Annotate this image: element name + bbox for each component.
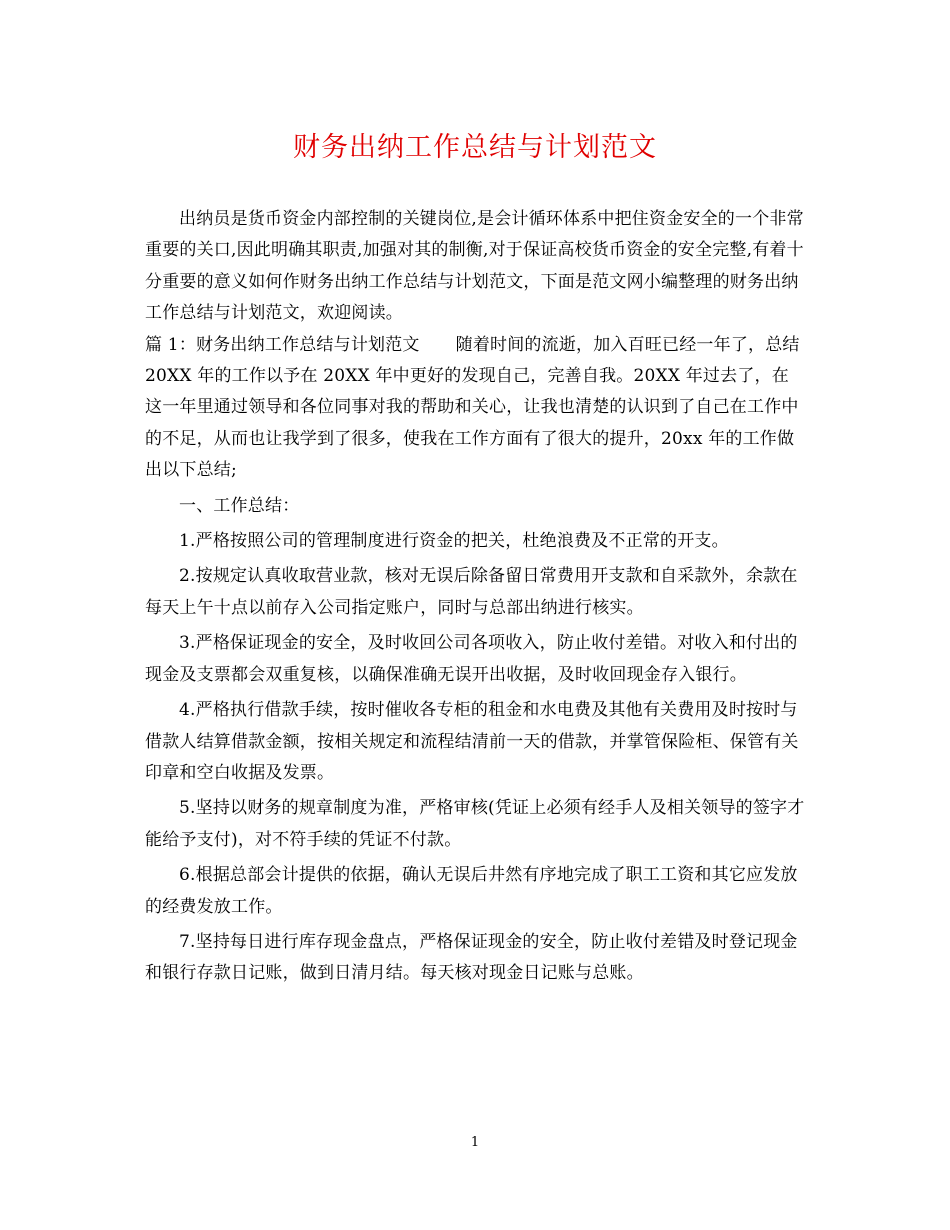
page-number: 1 (470, 1135, 480, 1150)
list-item-6: 6.根据总部会计提供的依据，确认无误后井然有序地完成了职工工资和其它应发放的经费发放工作。 (145, 865, 798, 917)
part-heading: 篇 1：财务出纳工作总结与计划范文 (145, 334, 420, 355)
list-item-5: 5.坚持以财务的规章制度为准，严格审核(凭证上必须有经手人及相关领导的签字才能给予支付)，对不符手续的凭证不付款。 (145, 798, 805, 850)
intro-paragraph: 出纳员是货币资金内部控制的关键岗位,是会计循环体系中把住资金安全的一个非常重要的关口,因此明确其职责,加强对其的制衡,对于保证高校货币资金的安全完整,有着十分重要的意义如何作财务出纳工作总结与计划范文，下面是范文网小编整理的财务出纳工作总结与计划范文，欢迎阅读。 (145, 209, 804, 324)
part-paragraph (145, 330, 805, 487)
list-item-7: 7.坚持每日进行库存现金盘点，严格保证现金的安全，防止收付差错及时登记现金和银行存款日记账，做到日清月结。每天核对现金日记账与总账。 (145, 931, 798, 984)
list-item-4: 4.严格执行借款手续，按时催收各专柜的租金和水电费及其他有关费用及时按时与借款人结算借款金额，按相关规定和流程结清前一天的借款，并掌管保险柜、保管有关印章和空白收据及发票。 (145, 700, 799, 783)
part-opening-text: 随着时间的流逝，加入百旺已经一年了，总结 20XX 年的工作以予在 20XX 年中更好的发现自己，完善自我。20XX 年过去了，在这一年里通过领导和各位同事对我的帮助和关心，让我也清楚的认识到了自己在工作中的不足，从而也让我学到了很多，使我在工作方面有了很大的提升，20xx 年的工作做出以下总结; (145, 334, 800, 481)
list-item-3: 3.严格保证现金的安全，及时收回公司各项收入，防止收付差错。对收入和付出的现金及支票都会双重复核，以确保准确无误开出收据，及时收回现金存入银行。 (145, 633, 798, 685)
list-item-1: 1.严格按照公司的管理制度进行资金的把关，杜绝浪费及不正常的开支。 (179, 531, 729, 552)
document-body (145, 204, 805, 990)
list-item-2: 2.按规定认真收取营业款，核对无误后除备留日常费用开支款和自采款外，余款在每天上午十点以前存入公司指定账户，同时与总部出纳进行核实。 (145, 566, 798, 618)
document-title: 财务出纳工作总结与计划范文 (293, 132, 657, 163)
section-heading: 一、工作总结： (179, 495, 300, 516)
